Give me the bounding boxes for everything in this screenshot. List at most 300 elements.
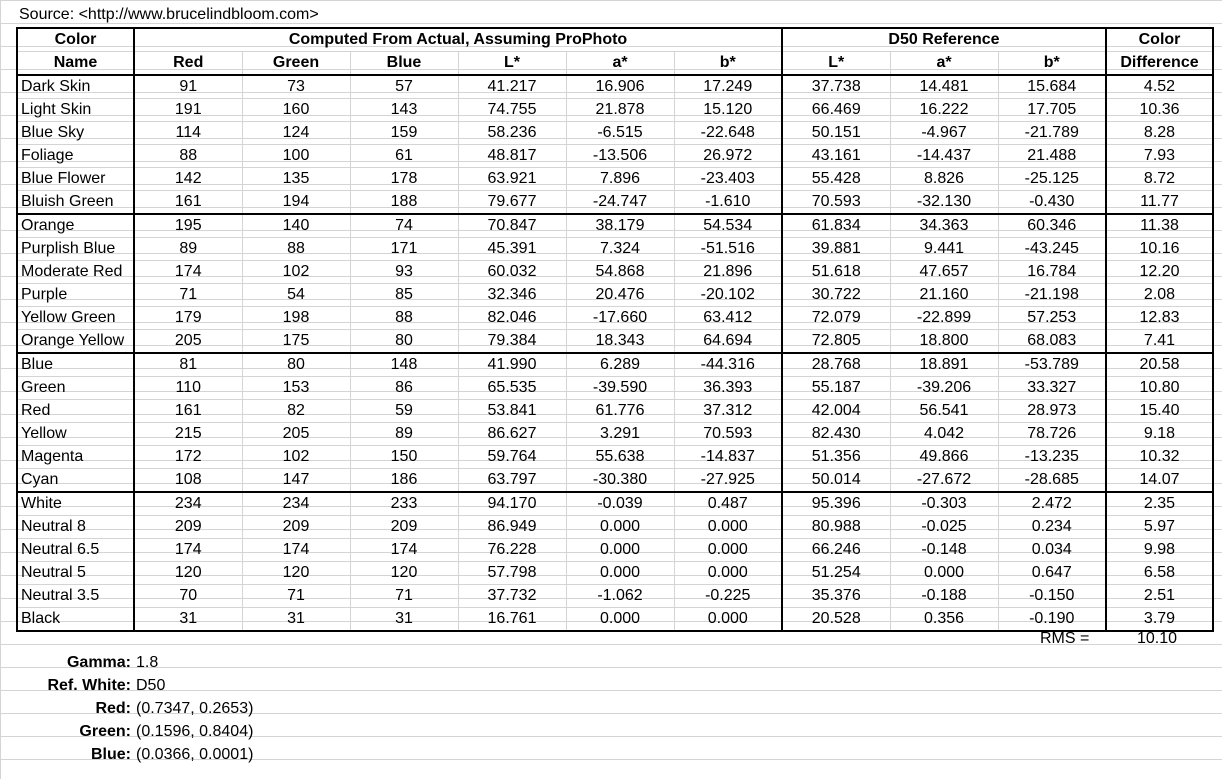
cell-value[interactable]: -6.515 xyxy=(566,122,674,145)
cell-value[interactable]: 80.988 xyxy=(782,516,890,539)
cell-value[interactable]: 209 xyxy=(350,516,458,539)
cell-value[interactable]: 194 xyxy=(242,191,350,215)
cell-value[interactable]: 3.291 xyxy=(566,423,674,446)
cell-value[interactable]: 65.535 xyxy=(458,377,566,400)
cell-value[interactable]: 135 xyxy=(242,168,350,191)
cell-value[interactable]: 43.161 xyxy=(782,145,890,168)
cell-color-name[interactable]: Purplish Blue xyxy=(17,238,134,261)
cell-value[interactable]: 0.000 xyxy=(674,562,782,585)
cell-value[interactable]: 20.528 xyxy=(782,608,890,632)
cell-value[interactable]: -25.125 xyxy=(998,168,1106,191)
header-ref-a: a* xyxy=(890,52,998,76)
cell-value[interactable]: 88 xyxy=(134,145,242,168)
cell-value[interactable]: 9.98 xyxy=(1106,539,1213,562)
setting-blue xyxy=(16,743,253,766)
cell-value[interactable]: 233 xyxy=(350,492,458,516)
cell-value[interactable]: 14.481 xyxy=(890,75,998,99)
cell-value[interactable]: 37.312 xyxy=(674,400,782,423)
cell-value[interactable]: 64.694 xyxy=(674,330,782,354)
cell-value[interactable]: 161 xyxy=(134,191,242,215)
cell-value[interactable]: 143 xyxy=(350,99,458,122)
cell-value[interactable]: 100 xyxy=(242,145,350,168)
cell-value[interactable]: 110 xyxy=(134,377,242,400)
cell-value[interactable]: 198 xyxy=(242,307,350,330)
cell-value[interactable]: 0.000 xyxy=(890,562,998,585)
cell-value[interactable]: 91 xyxy=(134,75,242,99)
cell-value[interactable]: 234 xyxy=(242,492,350,516)
cell-value[interactable]: 114 xyxy=(134,122,242,145)
cell-value[interactable]: 191 xyxy=(134,99,242,122)
cell-color-name[interactable]: Yellow xyxy=(17,423,134,446)
cell-value[interactable]: 0.034 xyxy=(998,539,1106,562)
cell-value[interactable]: 175 xyxy=(242,330,350,354)
cell-value[interactable]: 9.18 xyxy=(1106,423,1213,446)
cell-value[interactable]: 71 xyxy=(134,284,242,307)
header-computed: Computed From Actual, Assuming ProPhoto xyxy=(134,28,782,52)
cell-value[interactable]: 16.761 xyxy=(458,608,566,632)
cell-value[interactable]: 55.428 xyxy=(782,168,890,191)
cell-value[interactable]: -0.148 xyxy=(890,539,998,562)
cell-value[interactable]: 12.20 xyxy=(1106,261,1213,284)
cell-color-name[interactable]: Red xyxy=(17,400,134,423)
cell-value[interactable]: 58.236 xyxy=(458,122,566,145)
cell-value[interactable]: 61.834 xyxy=(782,214,890,238)
cell-value[interactable]: 86.949 xyxy=(458,516,566,539)
cell-value[interactable]: 39.881 xyxy=(782,238,890,261)
cell-value[interactable]: 14.07 xyxy=(1106,469,1213,493)
cell-value[interactable]: 35.376 xyxy=(782,585,890,608)
setting-value: (0.1596, 0.8404) xyxy=(136,723,254,740)
cell-color-name[interactable]: Moderate Red xyxy=(17,261,134,284)
cell-value[interactable]: 3.79 xyxy=(1106,608,1213,632)
cell-value[interactable]: 53.841 xyxy=(458,400,566,423)
cell-value[interactable]: 8.72 xyxy=(1106,168,1213,191)
cell-value[interactable]: 124 xyxy=(242,122,350,145)
cell-value[interactable]: 28.768 xyxy=(782,353,890,377)
cell-value[interactable]: 45.391 xyxy=(458,238,566,261)
cell-value[interactable]: 70.593 xyxy=(782,191,890,215)
cell-value[interactable]: -0.430 xyxy=(998,191,1106,215)
cell-value[interactable]: 63.412 xyxy=(674,307,782,330)
cell-value[interactable]: 59.764 xyxy=(458,446,566,469)
cell-value[interactable]: 205 xyxy=(134,330,242,354)
cell-value[interactable]: -0.039 xyxy=(566,492,674,516)
cell-value[interactable]: 63.797 xyxy=(458,469,566,493)
settings-block xyxy=(16,651,253,766)
cell-value[interactable]: 57 xyxy=(350,75,458,99)
cell-value[interactable]: -22.648 xyxy=(674,122,782,145)
cell-color-name[interactable]: Foliage xyxy=(17,145,134,168)
cell-value[interactable]: 20.58 xyxy=(1106,353,1213,377)
cell-value[interactable]: 88 xyxy=(350,307,458,330)
setting-green xyxy=(16,720,253,743)
cell-value[interactable]: 63.921 xyxy=(458,168,566,191)
cell-value[interactable]: 59 xyxy=(350,400,458,423)
cell-value[interactable]: 0.356 xyxy=(890,608,998,632)
cell-value[interactable]: -30.380 xyxy=(566,469,674,493)
cell-value[interactable]: 41.217 xyxy=(458,75,566,99)
cell-value[interactable]: 234 xyxy=(134,492,242,516)
cell-value[interactable]: 2.51 xyxy=(1106,585,1213,608)
cell-value[interactable]: 0.000 xyxy=(674,608,782,632)
header-col-b: b* xyxy=(674,52,782,76)
cell-value[interactable]: 70 xyxy=(134,585,242,608)
header-row-1 xyxy=(17,28,1213,52)
cell-value[interactable]: 21.160 xyxy=(890,284,998,307)
cell-value[interactable]: -28.685 xyxy=(998,469,1106,493)
cell-value[interactable]: 160 xyxy=(242,99,350,122)
cell-value[interactable]: 10.80 xyxy=(1106,377,1213,400)
cell-color-name[interactable]: Bluish Green xyxy=(17,191,134,215)
cell-color-name[interactable]: Light Skin xyxy=(17,99,134,122)
table-row xyxy=(17,562,1213,585)
cell-color-name[interactable]: Neutral 5 xyxy=(17,562,134,585)
cell-value[interactable]: 209 xyxy=(134,516,242,539)
cell-value[interactable]: 55.187 xyxy=(782,377,890,400)
cell-value[interactable]: -4.967 xyxy=(890,122,998,145)
header-reference: D50 Reference xyxy=(782,28,1106,52)
header-name: Name xyxy=(17,52,134,76)
cell-value[interactable]: 51.254 xyxy=(782,562,890,585)
cell-color-name[interactable]: Dark Skin xyxy=(17,75,134,99)
cell-value[interactable]: 9.441 xyxy=(890,238,998,261)
cell-value[interactable]: 17.705 xyxy=(998,99,1106,122)
cell-value[interactable]: -24.747 xyxy=(566,191,674,215)
cell-value[interactable]: 178 xyxy=(350,168,458,191)
cell-value[interactable]: 12.83 xyxy=(1106,307,1213,330)
cell-value[interactable]: 0.647 xyxy=(998,562,1106,585)
cell-value[interactable]: 93 xyxy=(350,261,458,284)
cell-value[interactable]: 72.079 xyxy=(782,307,890,330)
cell-value[interactable]: 70.593 xyxy=(674,423,782,446)
cell-value[interactable]: 31 xyxy=(242,608,350,632)
cell-value[interactable]: -0.225 xyxy=(674,585,782,608)
cell-value[interactable]: 120 xyxy=(242,562,350,585)
cell-value[interactable]: 21.878 xyxy=(566,99,674,122)
table-row xyxy=(17,492,1213,516)
cell-value[interactable]: -21.198 xyxy=(998,284,1106,307)
cell-value[interactable]: 60.346 xyxy=(998,214,1106,238)
cell-color-name[interactable]: Neutral 3.5 xyxy=(17,585,134,608)
cell-value[interactable]: 41.990 xyxy=(458,353,566,377)
cell-value[interactable]: -0.150 xyxy=(998,585,1106,608)
cell-value[interactable]: 18.800 xyxy=(890,330,998,354)
cell-value[interactable]: 76.228 xyxy=(458,539,566,562)
cell-value[interactable]: 7.324 xyxy=(566,238,674,261)
cell-value[interactable]: 42.004 xyxy=(782,400,890,423)
cell-value[interactable]: 36.393 xyxy=(674,377,782,400)
cell-color-name[interactable]: Green xyxy=(17,377,134,400)
cell-value[interactable]: 171 xyxy=(350,238,458,261)
cell-value[interactable]: 94.170 xyxy=(458,492,566,516)
cell-value[interactable]: 10.36 xyxy=(1106,99,1213,122)
cell-value[interactable]: -23.403 xyxy=(674,168,782,191)
table-row xyxy=(17,423,1213,446)
cell-value[interactable]: 95.396 xyxy=(782,492,890,516)
cell-value[interactable]: -51.516 xyxy=(674,238,782,261)
cell-value[interactable]: 55.638 xyxy=(566,446,674,469)
cell-value[interactable]: 31 xyxy=(134,608,242,632)
cell-value[interactable]: 74.755 xyxy=(458,99,566,122)
cell-value[interactable]: 102 xyxy=(242,261,350,284)
cell-value[interactable]: 140 xyxy=(242,214,350,238)
cell-value[interactable]: 37.738 xyxy=(782,75,890,99)
cell-value[interactable]: 8.826 xyxy=(890,168,998,191)
cell-value[interactable]: 88 xyxy=(242,238,350,261)
table-row xyxy=(17,261,1213,284)
cell-value[interactable]: 32.346 xyxy=(458,284,566,307)
cell-value[interactable]: -14.437 xyxy=(890,145,998,168)
cell-value[interactable]: 34.363 xyxy=(890,214,998,238)
cell-value[interactable]: 73 xyxy=(242,75,350,99)
setting-value: (0.7347, 0.2653) xyxy=(136,700,254,717)
cell-value[interactable]: -1.062 xyxy=(566,585,674,608)
cell-value[interactable]: -13.235 xyxy=(998,446,1106,469)
cell-value[interactable]: 30.722 xyxy=(782,284,890,307)
rms-label: RMS = xyxy=(1040,630,1090,647)
cell-value[interactable]: 159 xyxy=(350,122,458,145)
cell-value[interactable]: 16.906 xyxy=(566,75,674,99)
cell-value[interactable]: 57.798 xyxy=(458,562,566,585)
cell-value[interactable]: -44.316 xyxy=(674,353,782,377)
cell-value[interactable]: -27.925 xyxy=(674,469,782,493)
cell-value[interactable]: -21.789 xyxy=(998,122,1106,145)
cell-value[interactable]: 81 xyxy=(134,353,242,377)
cell-value[interactable]: 108 xyxy=(134,469,242,493)
setting-value: D50 xyxy=(136,677,166,694)
cell-value[interactable]: 153 xyxy=(242,377,350,400)
cell-value[interactable]: 147 xyxy=(242,469,350,493)
cell-value[interactable]: 8.28 xyxy=(1106,122,1213,145)
cell-value[interactable]: 54 xyxy=(242,284,350,307)
cell-value[interactable]: -27.672 xyxy=(890,469,998,493)
cell-value[interactable]: 31 xyxy=(350,608,458,632)
cell-value[interactable]: 33.327 xyxy=(998,377,1106,400)
cell-color-name[interactable]: Magenta xyxy=(17,446,134,469)
cell-value[interactable]: -20.102 xyxy=(674,284,782,307)
cell-value[interactable]: 49.866 xyxy=(890,446,998,469)
cell-value[interactable]: 18.891 xyxy=(890,353,998,377)
cell-value[interactable]: 86 xyxy=(350,377,458,400)
cell-color-name[interactable]: Orange xyxy=(17,214,134,238)
setting-label: Ref. White: xyxy=(47,677,131,694)
cell-value[interactable]: 7.93 xyxy=(1106,145,1213,168)
cell-value[interactable]: 6.58 xyxy=(1106,562,1213,585)
cell-value[interactable]: 174 xyxy=(134,539,242,562)
cell-value[interactable]: 18.343 xyxy=(566,330,674,354)
cell-value[interactable]: 215 xyxy=(134,423,242,446)
cell-value[interactable]: 82.430 xyxy=(782,423,890,446)
cell-value[interactable]: 51.618 xyxy=(782,261,890,284)
cell-color-name[interactable]: Orange Yellow xyxy=(17,330,134,354)
cell-value[interactable]: 195 xyxy=(134,214,242,238)
cell-value[interactable]: 74 xyxy=(350,214,458,238)
cell-value[interactable]: -17.660 xyxy=(566,307,674,330)
cell-value[interactable]: 50.151 xyxy=(782,122,890,145)
cell-value[interactable]: -13.506 xyxy=(566,145,674,168)
cell-value[interactable]: 10.16 xyxy=(1106,238,1213,261)
cell-value[interactable]: 56.541 xyxy=(890,400,998,423)
cell-value[interactable]: 54.868 xyxy=(566,261,674,284)
cell-value[interactable]: -0.025 xyxy=(890,516,998,539)
cell-value[interactable]: 61.776 xyxy=(566,400,674,423)
cell-value[interactable]: 70.847 xyxy=(458,214,566,238)
table-row xyxy=(17,168,1213,191)
cell-value[interactable]: 38.179 xyxy=(566,214,674,238)
cell-value[interactable]: 85 xyxy=(350,284,458,307)
cell-value[interactable]: 89 xyxy=(134,238,242,261)
cell-value[interactable]: 71 xyxy=(350,585,458,608)
cell-value[interactable]: 16.222 xyxy=(890,99,998,122)
cell-value[interactable]: 17.249 xyxy=(674,75,782,99)
cell-value[interactable]: 0.000 xyxy=(566,516,674,539)
table-row xyxy=(17,145,1213,168)
cell-value[interactable]: 205 xyxy=(242,423,350,446)
cell-color-name[interactable]: Yellow Green xyxy=(17,307,134,330)
cell-color-name[interactable]: Neutral 6.5 xyxy=(17,539,134,562)
table-row xyxy=(17,214,1213,238)
cell-value[interactable]: 21.896 xyxy=(674,261,782,284)
cell-value[interactable]: -1.610 xyxy=(674,191,782,215)
cell-value[interactable]: 66.246 xyxy=(782,539,890,562)
cell-value[interactable]: -39.590 xyxy=(566,377,674,400)
cell-value[interactable]: 15.684 xyxy=(998,75,1106,99)
cell-value[interactable]: 47.657 xyxy=(890,261,998,284)
table-row xyxy=(17,238,1213,261)
cell-value[interactable]: 0.000 xyxy=(566,539,674,562)
cell-value[interactable]: 4.52 xyxy=(1106,75,1213,99)
cell-color-name[interactable]: Neutral 8 xyxy=(17,516,134,539)
table-row xyxy=(17,191,1213,215)
table-row xyxy=(17,377,1213,400)
cell-value[interactable]: 68.083 xyxy=(998,330,1106,354)
table-row xyxy=(17,75,1213,99)
cell-value[interactable]: 0.487 xyxy=(674,492,782,516)
cell-color-name[interactable]: Blue xyxy=(17,353,134,377)
cell-value[interactable]: 2.08 xyxy=(1106,284,1213,307)
cell-color-name[interactable]: Cyan xyxy=(17,469,134,493)
cell-value[interactable]: 209 xyxy=(242,516,350,539)
cell-value[interactable]: -43.245 xyxy=(998,238,1106,261)
cell-value[interactable]: 172 xyxy=(134,446,242,469)
cell-value[interactable]: 89 xyxy=(350,423,458,446)
cell-value[interactable]: 82.046 xyxy=(458,307,566,330)
cell-value[interactable]: 11.77 xyxy=(1106,191,1213,215)
table-row xyxy=(17,400,1213,423)
cell-value[interactable]: 15.40 xyxy=(1106,400,1213,423)
cell-value[interactable]: 161 xyxy=(134,400,242,423)
cell-value[interactable]: 51.356 xyxy=(782,446,890,469)
cell-value[interactable]: 80 xyxy=(242,353,350,377)
cell-value[interactable]: 60.032 xyxy=(458,261,566,284)
cell-value[interactable]: 28.973 xyxy=(998,400,1106,423)
cell-value[interactable]: 5.97 xyxy=(1106,516,1213,539)
cell-value[interactable]: -22.899 xyxy=(890,307,998,330)
cell-value[interactable]: -32.130 xyxy=(890,191,998,215)
cell-value[interactable]: 0.000 xyxy=(674,539,782,562)
setting-red xyxy=(16,697,253,720)
cell-value[interactable]: 10.32 xyxy=(1106,446,1213,469)
setting-value: 1.8 xyxy=(136,654,159,671)
header-col-l: L* xyxy=(458,52,566,76)
cell-value[interactable]: 15.120 xyxy=(674,99,782,122)
cell-value[interactable]: 61 xyxy=(350,145,458,168)
cell-value[interactable]: 7.41 xyxy=(1106,330,1213,354)
table-row xyxy=(17,516,1213,539)
cell-value[interactable]: 50.014 xyxy=(782,469,890,493)
header-difference: Difference xyxy=(1106,52,1213,76)
cell-value[interactable]: 0.000 xyxy=(674,516,782,539)
cell-value[interactable]: 120 xyxy=(350,562,458,585)
cell-value[interactable]: 150 xyxy=(350,446,458,469)
cell-value[interactable]: 188 xyxy=(350,191,458,215)
cell-value[interactable]: 174 xyxy=(134,261,242,284)
cell-value[interactable]: 0.000 xyxy=(566,608,674,632)
cell-value[interactable]: 82 xyxy=(242,400,350,423)
cell-value[interactable]: 48.817 xyxy=(458,145,566,168)
cell-value[interactable]: 0.234 xyxy=(998,516,1106,539)
cell-value[interactable]: 174 xyxy=(242,539,350,562)
cell-value[interactable]: 79.384 xyxy=(458,330,566,354)
cell-value[interactable]: 79.677 xyxy=(458,191,566,215)
cell-value[interactable]: 7.896 xyxy=(566,168,674,191)
cell-color-name[interactable]: Blue Sky xyxy=(17,122,134,145)
cell-value[interactable]: -14.837 xyxy=(674,446,782,469)
cell-value[interactable]: 6.289 xyxy=(566,353,674,377)
cell-value[interactable]: 179 xyxy=(134,307,242,330)
cell-color-name[interactable]: Blue Flower xyxy=(17,168,134,191)
cell-value[interactable]: 11.38 xyxy=(1106,214,1213,238)
cell-color-name[interactable]: Black xyxy=(17,608,134,632)
cell-value[interactable]: 142 xyxy=(134,168,242,191)
cell-value[interactable]: 72.805 xyxy=(782,330,890,354)
cell-value[interactable]: 20.476 xyxy=(566,284,674,307)
cell-value[interactable]: -0.188 xyxy=(890,585,998,608)
cell-value[interactable]: 86.627 xyxy=(458,423,566,446)
cell-value[interactable]: 78.726 xyxy=(998,423,1106,446)
cell-value[interactable]: -39.206 xyxy=(890,377,998,400)
cell-value[interactable]: 186 xyxy=(350,469,458,493)
cell-value[interactable]: 16.784 xyxy=(998,261,1106,284)
cell-value[interactable]: 120 xyxy=(134,562,242,585)
cell-color-name[interactable]: White xyxy=(17,492,134,516)
rms-value: 10.10 xyxy=(1137,630,1178,647)
cell-value[interactable]: 54.534 xyxy=(674,214,782,238)
cell-value[interactable]: 37.732 xyxy=(458,585,566,608)
setting-gamma xyxy=(16,651,253,674)
cell-value[interactable]: 26.972 xyxy=(674,145,782,168)
cell-value[interactable]: 21.488 xyxy=(998,145,1106,168)
cell-color-name[interactable]: Purple xyxy=(17,284,134,307)
cell-value[interactable]: 80 xyxy=(350,330,458,354)
cell-value[interactable]: 174 xyxy=(350,539,458,562)
table-row xyxy=(17,608,1213,632)
table-row xyxy=(17,99,1213,122)
cell-value[interactable]: -53.789 xyxy=(998,353,1106,377)
cell-value[interactable]: 71 xyxy=(242,585,350,608)
cell-value[interactable]: 102 xyxy=(242,446,350,469)
cell-value[interactable]: 57.253 xyxy=(998,307,1106,330)
cell-value[interactable]: 0.000 xyxy=(566,562,674,585)
cell-value[interactable]: 2.35 xyxy=(1106,492,1213,516)
cell-value[interactable]: -0.303 xyxy=(890,492,998,516)
cell-value[interactable]: 4.042 xyxy=(890,423,998,446)
cell-value[interactable]: 66.469 xyxy=(782,99,890,122)
cell-value[interactable]: 148 xyxy=(350,353,458,377)
cell-value[interactable]: 2.472 xyxy=(998,492,1106,516)
cell-value[interactable]: -0.190 xyxy=(998,608,1106,632)
table-row xyxy=(17,122,1213,145)
